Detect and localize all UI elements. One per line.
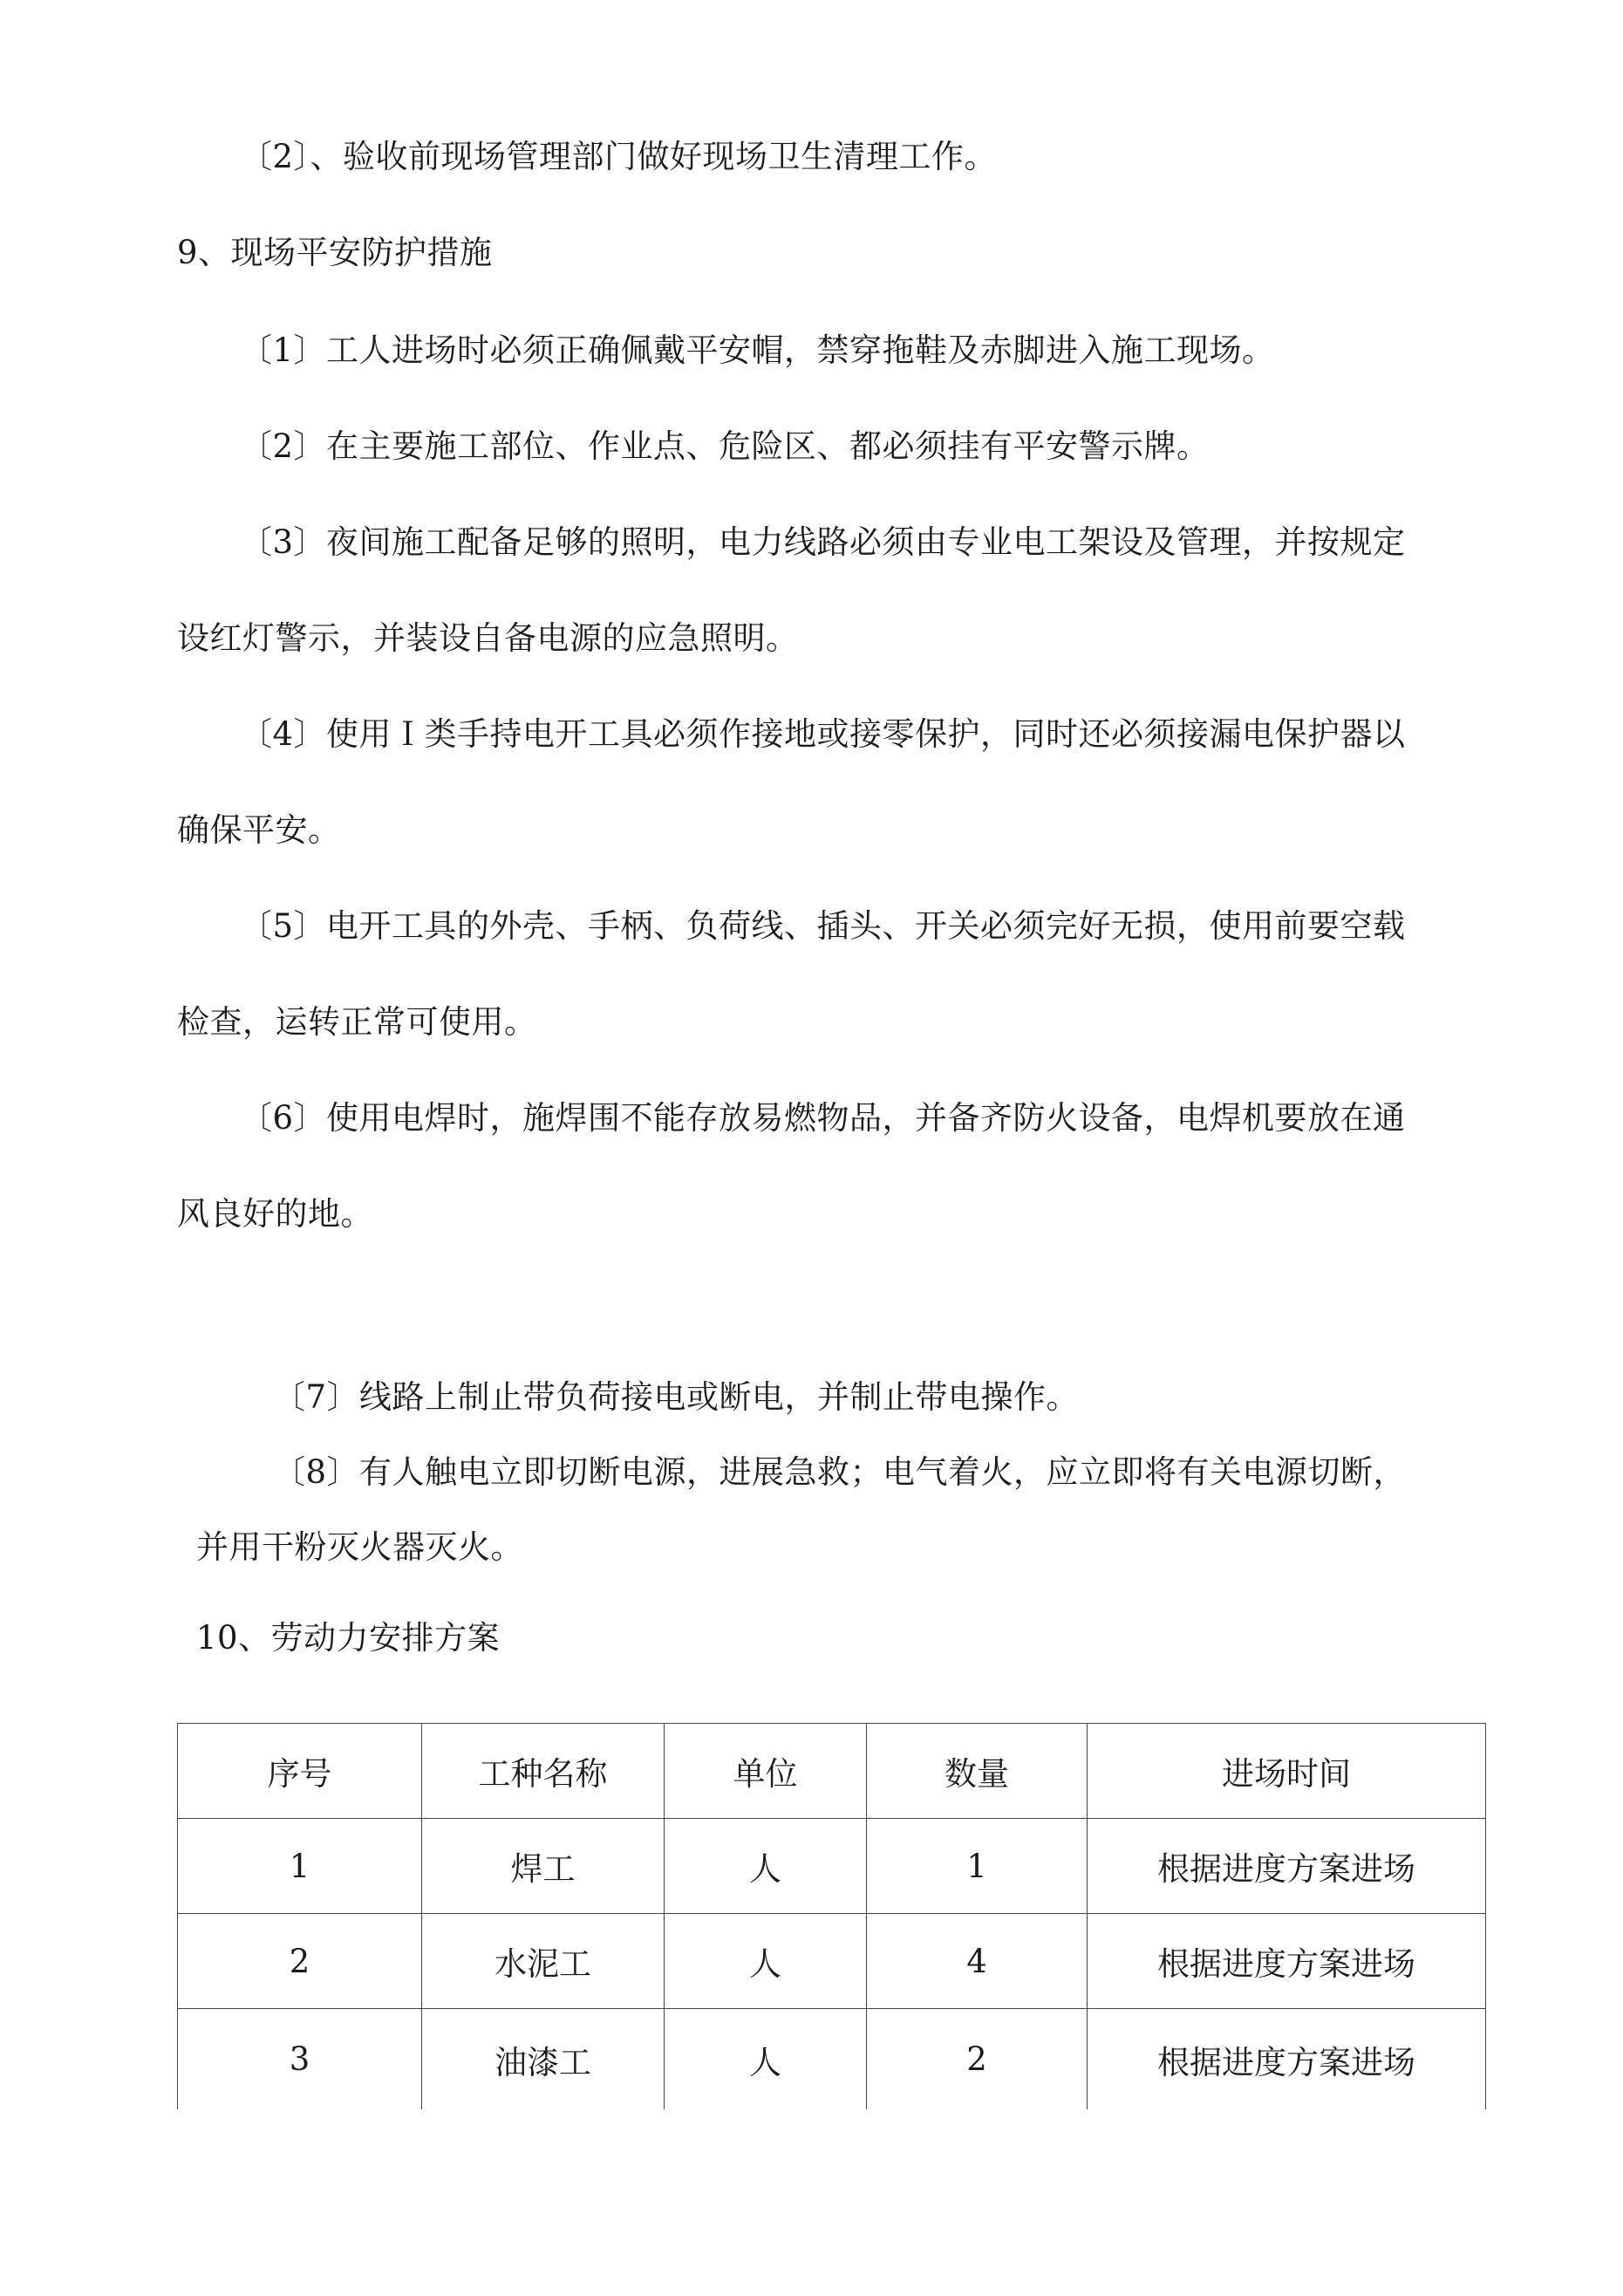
- table-row: [178, 2009, 1486, 2110]
- paragraph-line: 检查，运转正常可使用。: [177, 1003, 537, 1041]
- table-cell: 人: [665, 2009, 867, 2110]
- table-cell: 人: [665, 1914, 867, 2009]
- table-row: [178, 1819, 1486, 1914]
- table-cell: 2: [178, 1914, 422, 2009]
- paragraph-line: 〔4〕使用Ｉ类手持电开工具必须作接地或接零保护，同时还必须接漏电保护器以: [240, 715, 1406, 753]
- table-header-cell: 序号: [178, 1724, 422, 1819]
- table-cell: 1: [178, 1819, 422, 1914]
- table-cell: 根据进度方案进场: [1088, 2009, 1486, 2110]
- labor-table: [177, 1723, 1486, 2109]
- paragraph-line: 〔8〕有人触电立即切断电源，进展急救；电气着火，应立即将有关电源切断，: [273, 1453, 1407, 1491]
- section-heading: 9、现场平安防护措施: [177, 234, 493, 271]
- paragraph-line: 风良好的地。: [177, 1195, 373, 1233]
- table-header-cell: 数量: [867, 1724, 1088, 1819]
- paragraph-line: 设红灯警示，并装设自备电源的应急照明。: [177, 619, 799, 657]
- paragraph-line: 〔5〕电开工具的外壳、手柄、负荷线、插头、开关必须完好无损，使用前要空载: [240, 907, 1406, 945]
- paragraph-line: 确保平安。: [177, 811, 341, 849]
- paragraph-line: 〔1〕工人进场时必须正确佩戴平安帽，禁穿拖鞋及赤脚进入施工现场。: [240, 331, 1275, 369]
- table-header-cell: 进场时间: [1088, 1724, 1486, 1819]
- table-cell: 4: [867, 1914, 1088, 2009]
- table-cell: 1: [867, 1819, 1088, 1914]
- table-cell: 根据进度方案进场: [1088, 1819, 1486, 1914]
- paragraph-line: 〔3〕夜间施工配备足够的照明，电力线路必须由专业电工架设及管理，并按规定: [240, 523, 1406, 561]
- table-header-cell: 单位: [665, 1724, 867, 1819]
- table-header-row: [178, 1724, 1486, 1819]
- paragraph-line: 〔2〕在主要施工部位、作业点、危险区、都必须挂有平安警示牌。: [240, 427, 1210, 465]
- table-cell: 油漆工: [422, 2009, 665, 2110]
- table-cell: 根据进度方案进场: [1088, 1914, 1486, 2009]
- table-row: [178, 1914, 1486, 2009]
- paragraph-line: 并用干粉灭火器灭火。: [196, 1528, 523, 1566]
- paragraph-line: 〔7〕线路上制止带负荷接电或断电，并制止带电操作。: [273, 1378, 1080, 1416]
- table-cell: 3: [178, 2009, 422, 2110]
- table-cell: 人: [665, 1819, 867, 1914]
- table-cell: 焊工: [422, 1819, 665, 1914]
- paragraph-line: 〔6〕使用电焊时，施焊围不能存放易燃物品，并备齐防火设备，电焊机要放在通: [240, 1099, 1406, 1137]
- table-cell: 2: [867, 2009, 1088, 2110]
- table-cell: 水泥工: [422, 1914, 665, 2009]
- table-header-cell: 工种名称: [422, 1724, 665, 1819]
- section-heading: 10、劳动力安排方案: [196, 1619, 501, 1657]
- paragraph-line: 〔2〕、验收前现场管理部门做好现场卫生清理工作。: [240, 138, 998, 175]
